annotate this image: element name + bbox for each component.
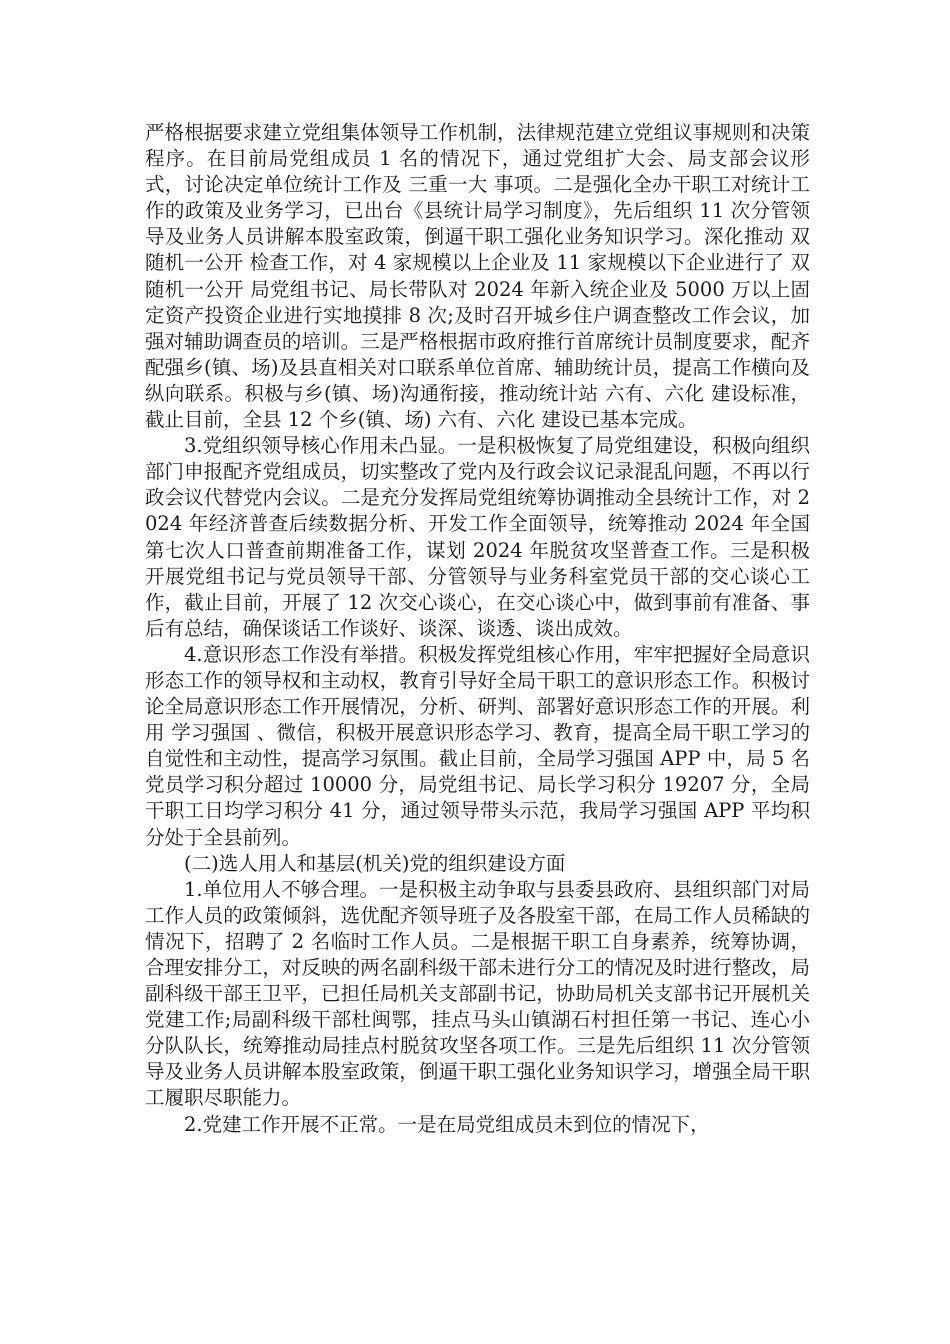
paragraph-party-building: 2.党建工作开展不正常。一是在局党组成员未到位的情况下， bbox=[184, 1112, 710, 1136]
paragraph-party-leadership-mechanism: 严格根据要求建立党组集体领导工作机制，法律规范建立党组议事规则和决策程序。在目前局党组成员 1 名的情况下，通过党组扩大会、局支部会议形式，讨论决定单位统计工作及 三重一大 事项。二是强化全办干职工对统计工作的政策及业务学习，已出台《县统计局学习制度》，先后组织 11 次分管领导及业务人员讲解本股室政策，倒逼干职工强化业务知识学习。深化推动 双随机一公开 检查工作，对 4 家规模以上企业及 11 家规模以下企业进行了 双随机一公开 局党组书记、局长带队对 2024 年新入统企业及 5000 万以上固定资产投资企业进行实地摸排 8 次;及时召开城乡住户调查整改工作会议，加强对辅助调查员的培训。三是严格根据市政府推行首席统计员制度要求，配齐配强乡(镇、场)及县直相关对口联系单位首席、辅助统计员，提高工作横向及纵向联系。积极与乡(镇、场)沟通衔接，推动统计站 六有、六化 建设标准，截止目前，全县 12 个乡(镇、场) 六有、六化 建设已基本完成。 bbox=[145, 121, 810, 432]
paragraph-ideology-work: 4.意识形态工作没有举措。积极发挥党组核心作用，牢牢把握好全局意识形态工作的领导权和主动权，教育引导好全局干职工的意识形态工作。积极讨论全局意识形态工作开展情况，分析、研判、部署好意识形态工作的开展。利用 学习强国 、微信，积极开展意识形态学习、教育，提高全局干职工学习的自觉性和主动性，提高学习氛围。截止目前，全局学习强国 APP 中，局 5 名党员学习积分超过 10000 分，局党组书记、局长学习积分 19207 分，全局干职工日均学习积分 41 分，通过领导带头示范，我局学习强国 APP 平均积分处于全县前列。 bbox=[145, 642, 810, 849]
paragraph-staffing: 1.单位用人不够合理。一是积极主动争取与县委县政府、县组织部门对局工作人员的政策倾斜，选优配齐领导班子及各股室干部，在局工作人员稀缺的情况下，招聘了 2 名临时工作人员。二是根据干职工自身素养，统筹协调，合理安排分工，对反映的两名副科级干部未进行分工的情况及时进行整改，局副科级干部王卫平，已担任局机关支部副书记，协助局机关支部书记开展机关党建工作;局副科级干部杜闽鄂，挂点马头山镇湖石村担任第一书记、连心小分队队长，统筹推动局挂点村脱贫攻坚各项工作。三是先后组织 11 次分管领导及业务人员讲解本股室政策，倒逼干职工强化业务知识学习，增强全局干职工履职尽职能力。 bbox=[145, 877, 810, 1110]
document-body bbox=[145, 120, 810, 1138]
section-heading-personnel: (二)选人用人和基层(机关)党的组织建设方面 bbox=[184, 851, 566, 875]
paragraph-party-core-role: 3.党组织领导核心作用未凸显。一是积极恢复了局党组建设，积极向组织部门申报配齐党组成员，切实整改了党内及行政会议记录混乱问题，不再以行政会议代替党内会议。二是充分发挥局党组统筹协调推动全县统计工作，对 2024 年经济普查后续数据分析、开发工作全面领导，统筹推动 2024 年全国第七次人口普查前期准备工作，谋划 2024 年脱贫攻坚普查工作。三是积极开展党组书记与党员领导干部、分管领导与业务科室党员干部的交心谈心工作，截止目前，开展了 12 次交心谈心，在交心谈心中，做到事前有准备、事后有总结，确保谈话工作谈好、谈深、谈透、谈出成效。 bbox=[145, 434, 810, 640]
